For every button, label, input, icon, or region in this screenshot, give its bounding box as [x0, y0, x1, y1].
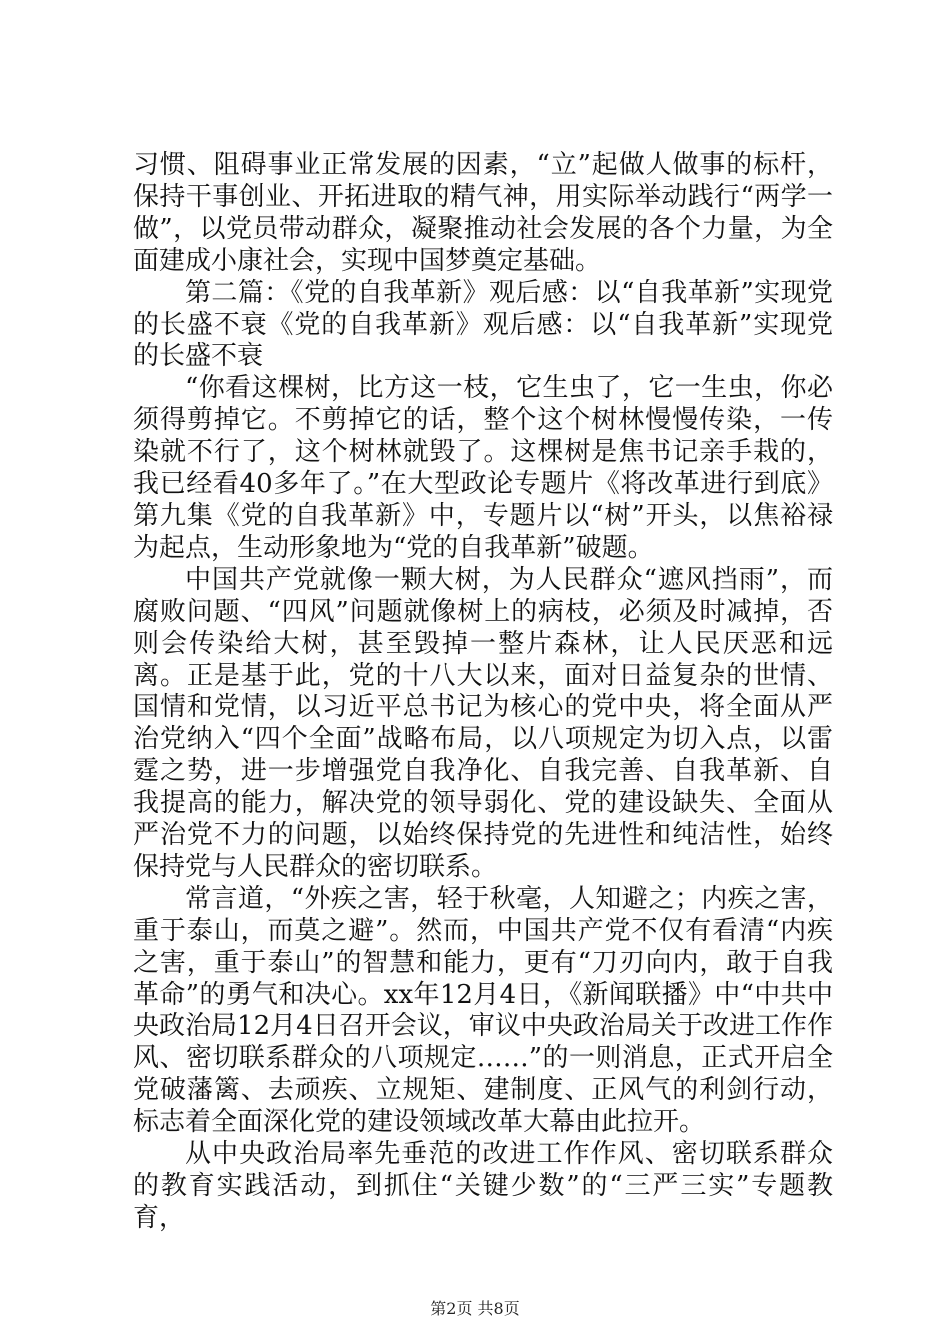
paragraph-2-heading: 第二篇：《党的自我革新》观后感：以“自我革新”实现党的长盛不衰《党的自我革新》观后感：以“自我革新”实现党的长盛不衰 — [133, 277, 833, 372]
paragraph-4: 中国共产党就像一颗大树，为人民群众“遮风挡雨”，而腐败问题、“四风”问题就像树上的病枝，必须及时减掉，否则会传染给大树，甚至毁掉一整片森林，让人民厌恶和远离。正是基于此，党的十八大以来，面对日益复杂的世情、国情和党情，以习近平总书记为核心的党中央，将全面从严治党纳入“四个全面”战略布局，以八项规定为切入点，以雷霆之势，进一步增强党自我净化、自我完善、自我革新、自我提高的能力，解决党的领导弱化、党的建设缺失、全面从严治党不力的问题，以始终保持党的先进性和纯洁性，始终保持党与人民群众的密切联系。 — [133, 564, 833, 882]
page-footer: 第2页 共8页 — [430, 1299, 520, 1318]
paragraph-6: 从中央政治局率先垂范的改进工作作风、密切联系群众的教育实践活动，到抓住“关键少数”的“三严三实”专题教育， — [133, 1139, 833, 1233]
paragraph-1: 习惯、阻碍事业正常发展的因素，“立”起做人做事的标杆，保持干事创业、开拓进取的精气神，用实际举动践行“两学一做”，以党员带动群众，凝聚推动社会发展的各个力量，为全面建成小康社会，实现中国梦奠定基础。 — [133, 150, 833, 276]
paragraph-5: 常言道，“外疾之害，轻于秋毫，人知避之；内疾之害，重于泰山，而莫之避”。然而，中国共产党不仅有看清“内疾之害，重于泰山”的智慧和能力，更有“刀刃向内，敢于自我革命”的勇气和决心。xx年12月4日，《新闻联播》中“中共中央政治局12月4日召开会议，审议中央政治局关于改进工作作风、密切联系群众的八项规定……”的一则消息，正式开启全党破藩篱、去顽疾、立规矩、建制度、正风气的利剑行动，标志着全面深化党的建设领域改革大幕由此拉开。 — [133, 883, 833, 1138]
paragraph-3: “你看这棵树，比方这一枝，它生虫了，它一生虫，你必须得剪掉它。不剪掉它的话，整个这个树林慢慢传染，一传染就不行了，这个树林就毁了。这棵树是焦书记亲手栽的，我已经看40多年了。”在大型政论专题片《将改革进行到底》第九集《党的自我革新》中，专题片以“树”开头，以焦裕禄为起点，生动形象地为“党的自我革新”破题。 — [133, 373, 833, 563]
document-body — [133, 150, 833, 1235]
